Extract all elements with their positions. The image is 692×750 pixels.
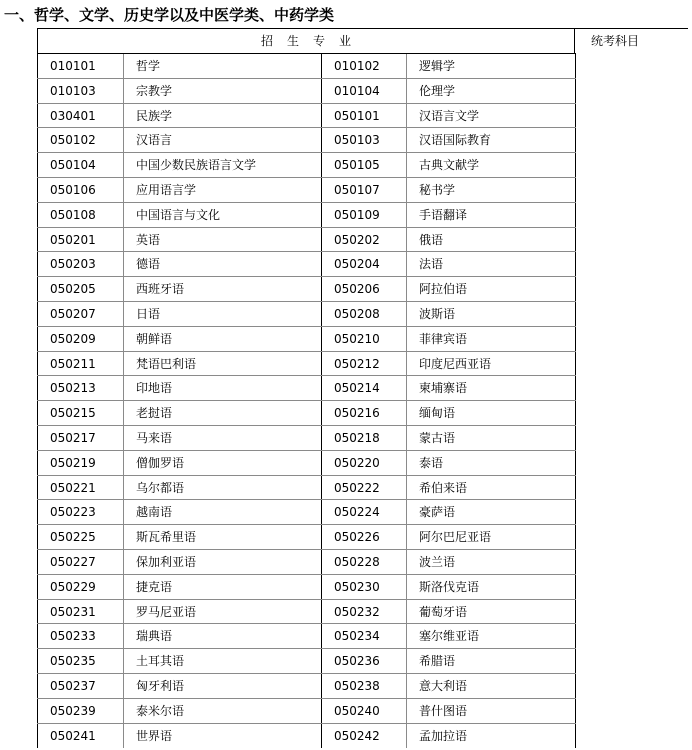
major-code: 050213: [37, 376, 123, 400]
major-name: 世界语: [123, 724, 321, 749]
major-name: 蒙古语: [406, 426, 576, 450]
table-body: [37, 53, 576, 748]
major-name: 印地语: [123, 376, 321, 400]
major-code: 050223: [37, 500, 123, 524]
table-row: [37, 376, 576, 401]
table-row: [37, 178, 576, 203]
major-code: 010102: [321, 54, 406, 78]
major-name: 古典文献学: [406, 153, 576, 177]
major-name: 老挝语: [123, 401, 321, 425]
major-name: 汉语国际教育: [406, 128, 576, 152]
table-row: [37, 500, 576, 525]
major-name: 中国少数民族语言文学: [123, 153, 321, 177]
major-name: 手语翻译: [406, 203, 576, 227]
table-row: [37, 674, 576, 699]
table-row: [37, 525, 576, 550]
major-code: 050234: [321, 624, 406, 648]
table-row: [37, 203, 576, 228]
major-name: 土耳其语: [123, 649, 321, 673]
major-code: 030401: [37, 104, 123, 128]
table-row: [37, 153, 576, 178]
major-name: 汉语言: [123, 128, 321, 152]
major-code: 050222: [321, 476, 406, 500]
major-code: 050202: [321, 228, 406, 252]
major-name: 印度尼西亚语: [406, 352, 576, 376]
major-name: 捷克语: [123, 575, 321, 599]
major-code: 050212: [321, 352, 406, 376]
table-row: [37, 401, 576, 426]
major-name: 波斯语: [406, 302, 576, 326]
major-name: 菲律宾语: [406, 327, 576, 351]
major-code: 050203: [37, 252, 123, 276]
major-code: 050220: [321, 451, 406, 475]
major-code: 050237: [37, 674, 123, 698]
major-name: 缅甸语: [406, 401, 576, 425]
major-name: 保加利亚语: [123, 550, 321, 574]
major-code: 050241: [37, 724, 123, 749]
major-code: 050240: [321, 699, 406, 723]
major-name: 法语: [406, 252, 576, 276]
major-code: 050109: [321, 203, 406, 227]
major-name: 英语: [123, 228, 321, 252]
major-code: 050103: [321, 128, 406, 152]
major-code: 050217: [37, 426, 123, 450]
major-name: 葡萄牙语: [406, 600, 576, 624]
table-row: [37, 327, 576, 352]
major-code: 050106: [37, 178, 123, 202]
major-code: 050102: [37, 128, 123, 152]
major-name: 德语: [123, 252, 321, 276]
major-name: 宗教学: [123, 79, 321, 103]
table-row: [37, 575, 576, 600]
major-name: 意大利语: [406, 674, 576, 698]
major-name: 泰米尔语: [123, 699, 321, 723]
major-name: 斯瓦希里语: [123, 525, 321, 549]
table-row: [37, 624, 576, 649]
major-name: 朝鲜语: [123, 327, 321, 351]
major-code: 050228: [321, 550, 406, 574]
major-code: 050211: [37, 352, 123, 376]
major-code: 050230: [321, 575, 406, 599]
major-code: 010103: [37, 79, 123, 103]
major-code: 050210: [321, 327, 406, 351]
major-name: 民族学: [123, 104, 321, 128]
major-code: 050105: [321, 153, 406, 177]
header-majors: 招生专业: [37, 29, 575, 54]
major-code: 050214: [321, 376, 406, 400]
major-code: 050219: [37, 451, 123, 475]
table-row: [37, 79, 576, 104]
major-code: 050227: [37, 550, 123, 574]
major-name: 柬埔寨语: [406, 376, 576, 400]
major-code: 050225: [37, 525, 123, 549]
major-name: 中国语言与文化: [123, 203, 321, 227]
major-name: 哲学: [123, 54, 321, 78]
major-code: 050204: [321, 252, 406, 276]
major-name: 孟加拉语: [406, 724, 576, 749]
major-name: 罗马尼亚语: [123, 600, 321, 624]
major-name: 阿拉伯语: [406, 277, 576, 301]
table-row: [37, 352, 576, 377]
major-name: 斯洛伐克语: [406, 575, 576, 599]
major-code: 050236: [321, 649, 406, 673]
major-code: 050209: [37, 327, 123, 351]
table-row: [37, 451, 576, 476]
table-row: [37, 252, 576, 277]
table-row: [37, 649, 576, 674]
table-row: [37, 476, 576, 501]
majors-table: [37, 28, 688, 743]
major-code: 050101: [321, 104, 406, 128]
major-code: 050221: [37, 476, 123, 500]
major-code: 050238: [321, 674, 406, 698]
major-name: 逻辑学: [406, 54, 576, 78]
major-code: 050207: [37, 302, 123, 326]
major-name: 俄语: [406, 228, 576, 252]
major-code: 050206: [321, 277, 406, 301]
major-name: 汉语言文学: [406, 104, 576, 128]
table-row: [37, 54, 576, 79]
major-code: 050226: [321, 525, 406, 549]
major-code: 050242: [321, 724, 406, 749]
table-row: [37, 228, 576, 253]
table-row: [37, 699, 576, 724]
major-name: 日语: [123, 302, 321, 326]
table-row: [37, 426, 576, 451]
major-name: 越南语: [123, 500, 321, 524]
major-code: 050233: [37, 624, 123, 648]
major-code: 050239: [37, 699, 123, 723]
major-name: 豪萨语: [406, 500, 576, 524]
major-code: 050229: [37, 575, 123, 599]
major-name: 僧伽罗语: [123, 451, 321, 475]
major-name: 伦理学: [406, 79, 576, 103]
major-code: 050201: [37, 228, 123, 252]
table-row: [37, 550, 576, 575]
major-code: 050218: [321, 426, 406, 450]
major-code: 010104: [321, 79, 406, 103]
major-code: 050108: [37, 203, 123, 227]
table-row: [37, 277, 576, 302]
major-code: 050231: [37, 600, 123, 624]
major-code: 050216: [321, 401, 406, 425]
table-row: [37, 724, 576, 749]
major-name: 匈牙利语: [123, 674, 321, 698]
major-name: 应用语言学: [123, 178, 321, 202]
major-code: 050232: [321, 600, 406, 624]
major-code: 050208: [321, 302, 406, 326]
table-row: [37, 104, 576, 129]
major-name: 普什图语: [406, 699, 576, 723]
major-name: 乌尔都语: [123, 476, 321, 500]
major-code: 010101: [37, 54, 123, 78]
major-name: 泰语: [406, 451, 576, 475]
major-code: 050107: [321, 178, 406, 202]
major-name: 希腊语: [406, 649, 576, 673]
major-name: 西班牙语: [123, 277, 321, 301]
major-name: 阿尔巴尼亚语: [406, 525, 576, 549]
major-code: 050215: [37, 401, 123, 425]
major-code: 050205: [37, 277, 123, 301]
major-code: 050104: [37, 153, 123, 177]
table-row: [37, 128, 576, 153]
section-heading: 一、哲学、文学、历史学以及中医学类、中药学类: [4, 6, 335, 24]
major-name: 梵语巴利语: [123, 352, 321, 376]
table-header-row: [37, 28, 688, 54]
major-name: 马来语: [123, 426, 321, 450]
header-subjects: 统考科目: [591, 34, 640, 48]
major-name: 塞尔维亚语: [406, 624, 576, 648]
major-code: 050235: [37, 649, 123, 673]
major-code: 050224: [321, 500, 406, 524]
major-name: 瑞典语: [123, 624, 321, 648]
major-name: 希伯来语: [406, 476, 576, 500]
table-row: [37, 600, 576, 625]
major-name: 秘书学: [406, 178, 576, 202]
table-row: [37, 302, 576, 327]
major-name: 波兰语: [406, 550, 576, 574]
